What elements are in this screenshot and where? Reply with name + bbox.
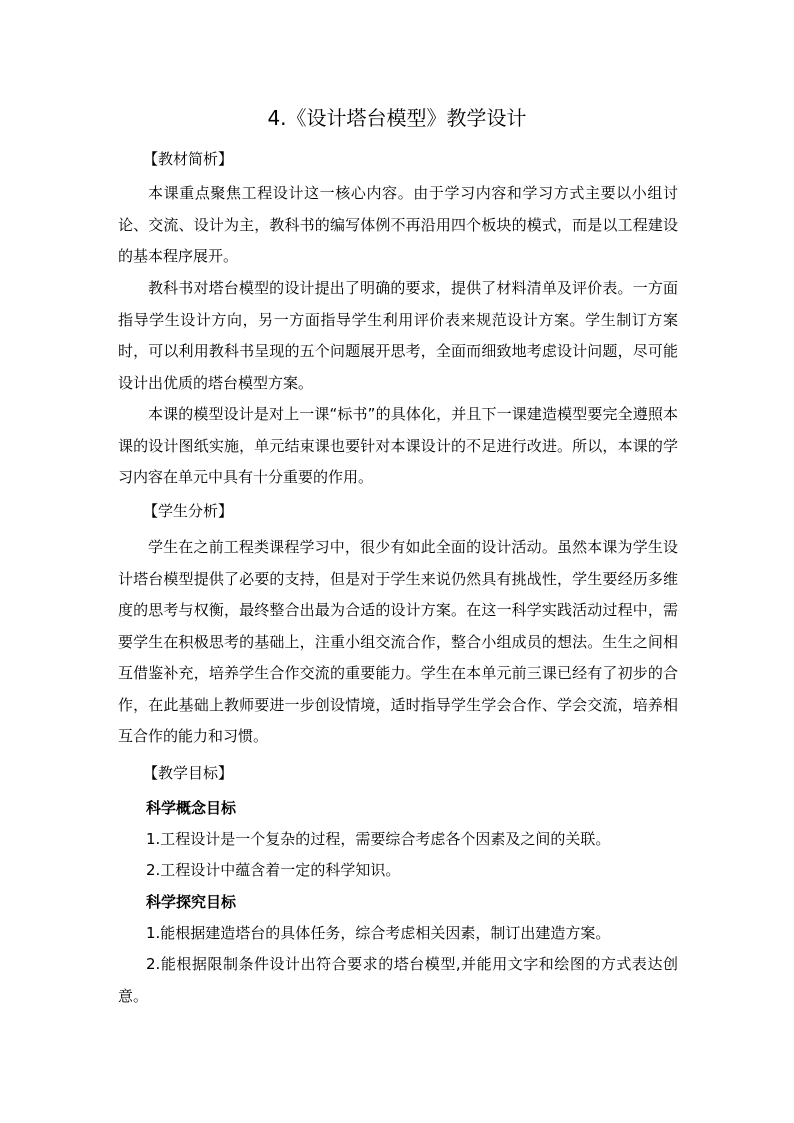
section-heading-goals: 【教学目标】 — [143, 764, 234, 782]
paragraph: 本课的模型设计是对上一课“标书”的具体化，并且下一课建造模型要完全遵照本课的设计图纸实施，单元结束课也要针对本课设计的不足进行改进。所以，本课的学习内容在单元中具有十分重要的作用。 — [118, 405, 678, 486]
paragraph: 教科书对塔台模型的设计提出了明确的要求，提供了材料清单及评价表。一方面指导学生设计方向，另一方面指导学生利用评价表来规范设计方案。学生制订方案时，可以利用教科书呈现的五个问题展开思考，全面而细致地考虑设计问题，尽可能设计出优质的塔台模型方案。 — [118, 279, 678, 392]
list-item: 1.工程设计是一个复杂的过程，需要综合考虑各个因素及之间的关联。 — [146, 830, 611, 848]
list-item: 2.工程设计中蕴含着一定的科学知识。 — [146, 861, 401, 879]
paragraph: 学生在之前工程类课程学习中，很少有如此全面的设计活动。虽然本课为学生设计塔台模型提供了必要的支持，但是对于学生来说仍然具有挑战性，学生要经历多维度的思考与权衡，最终整合出最为合适的设计方案。在这一科学实践活动过程中，需要学生在积极思考的基础上，注重小组交流合作，整合小组成员的想法。生生之间相互借鉴补充，培养学生合作交流的重要能力。学生在本单元前三课已经有了初步的合作，在此基础上教师要进一步创设情境，适时指导学生学会合作、学会交流，培养相互合作的能力和习惯。 — [118, 538, 678, 745]
subheading-concept-goals: 科学概念目标 — [146, 799, 237, 817]
document-title: 4.《设计塔台模型》教学设计 — [267, 106, 527, 130]
list-item: 2.能根据限制条件设计出符合要求的塔台模型,并能用文字和绘图的方式表达创意。 — [118, 955, 678, 1005]
section-heading-textbook: 【教材简析】 — [143, 150, 234, 168]
list-item: 1.能根据建造塔台的具体任务，综合考虑相关因素，制订出建造方案。 — [146, 924, 611, 942]
paragraph: 本课重点聚焦工程设计这一核心内容。由于学习内容和学习方式主要以小组讨论、交流、设计为主，教科书的编写体例不再沿用四个板块的模式，而是以工程建设的基本程序展开。 — [118, 184, 678, 265]
section-heading-students: 【学生分析】 — [143, 502, 234, 520]
subheading-inquiry-goals: 科学探究目标 — [146, 893, 237, 911]
